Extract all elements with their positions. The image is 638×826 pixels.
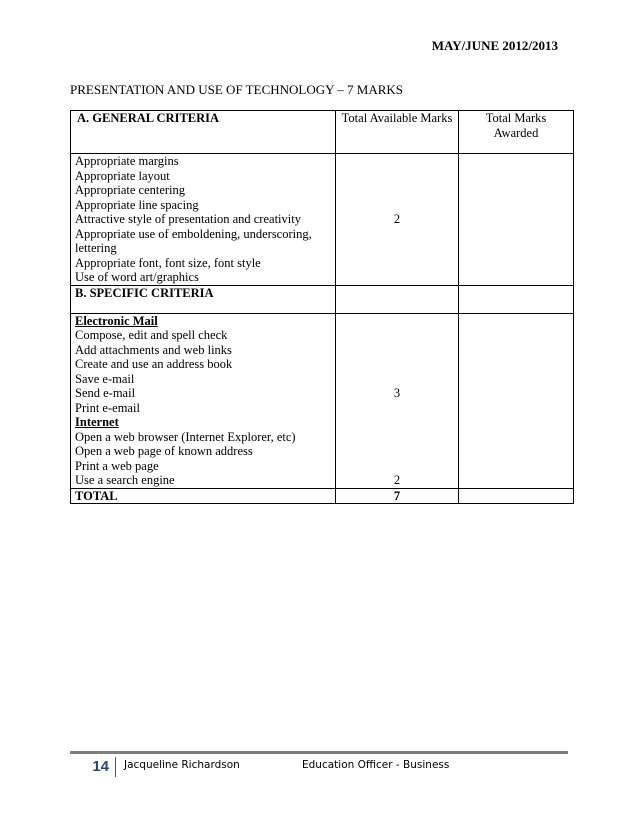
footer-divider [70,751,568,754]
specific-criteria-heading: B. SPECIFIC CRITERIA [71,285,336,313]
awarded-marks-column-header: Total Marks Awarded [459,111,574,154]
total-label: TOTAL [71,488,336,504]
email-available-marks: 3 [393,386,401,400]
total-awarded-marks [459,488,574,504]
available-marks-column-header: Total Available Marks [336,111,459,154]
list-item: Open a web page of known address [75,444,253,458]
general-available-marks: 2 [336,154,459,286]
email-subheading: Electronic Mail [75,313,158,328]
specific-awarded-marks-cell [459,313,574,488]
list-item: Print a web page [75,458,159,473]
specific-criteria-heading-row [71,285,574,313]
footer-author: Jacqueline Richardson [124,759,240,771]
list-item: Save e-mail [75,371,135,386]
list-item: Send e-mail [75,386,136,400]
list-item: Appropriate centering [75,183,186,197]
list-item: Print e-email [75,400,140,415]
exam-session-header: MAY/JUNE 2012/2013 [431,38,558,53]
list-item: Add attachments and web links [75,342,232,357]
general-criteria-row [71,154,574,286]
list-item: Appropriate margins [75,154,179,168]
general-criteria-list [71,154,336,286]
specific-heading-awarded-cell [459,285,574,313]
general-awarded-marks [459,154,574,286]
internet-subheading: Internet [75,415,119,429]
list-item: Use of word art/graphics [75,270,199,284]
specific-heading-available-cell [336,285,459,313]
total-row [71,488,574,504]
list-item: Open a web browser (Internet Explorer, etc) [75,429,296,444]
table-header-row [71,111,574,154]
footer-role: Education Officer - Business [302,759,450,771]
specific-available-marks-cell [336,313,459,488]
page-number: 14 [70,757,116,777]
list-item: Compose, edit and spell check [75,328,228,342]
section-title: PRESENTATION AND USE OF TECHNOLOGY – 7 MARKS [70,82,404,97]
total-available-marks: 7 [336,488,459,504]
list-item: Appropriate layout [75,168,170,183]
general-criteria-heading: A. GENERAL CRITERIA [71,111,336,154]
list-item: Appropriate font, font size, font style [75,255,261,270]
specific-criteria-row [71,313,574,488]
internet-available-marks: 2 [393,473,401,487]
list-item: Create and use an address book [75,357,233,371]
specific-criteria-list [71,313,336,488]
marking-scheme-table [70,110,574,504]
list-item: Attractive style of presentation and creativity [75,212,301,226]
list-item: Appropriate line spacing [75,197,199,212]
list-item: Use a search engine [75,473,175,487]
list-item: Appropriate use of emboldening, underscoring, lettering [75,226,312,255]
